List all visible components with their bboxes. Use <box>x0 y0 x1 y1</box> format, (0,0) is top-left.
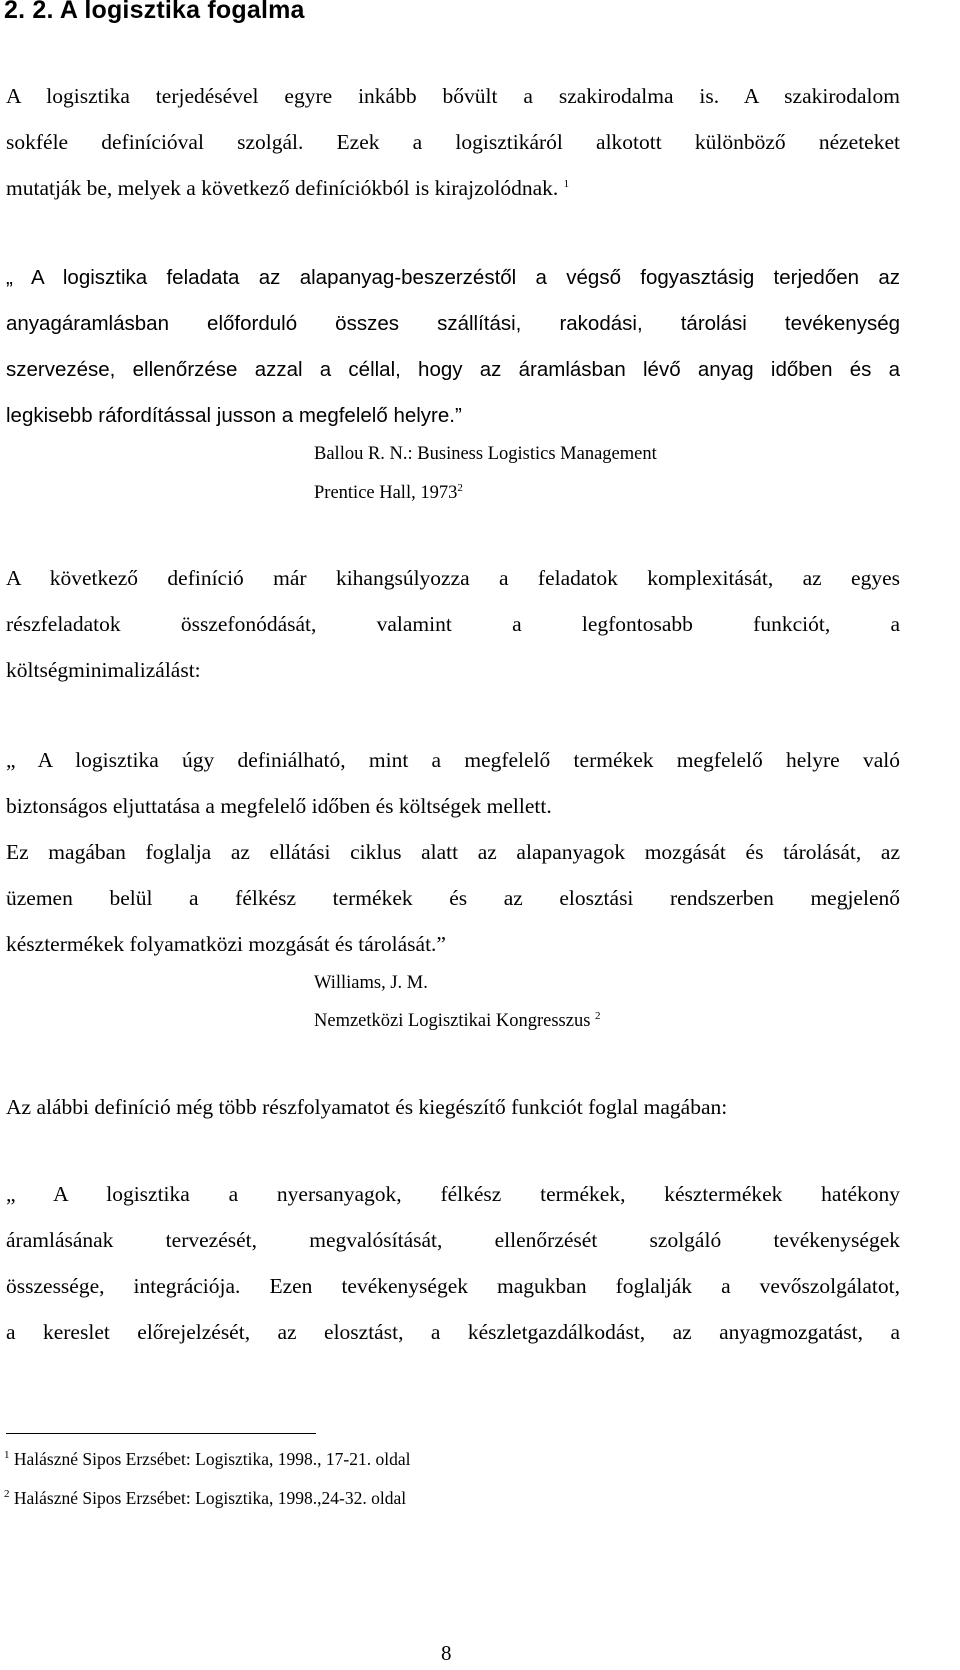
footnote-1: $^1$ Halászné Sipos Erzsébet: Logisztika, 1998., 17-21. oldal <box>4 1449 411 1469</box>
intro-paragraph <box>6 73 900 211</box>
section-heading: 2. 2. A logisztika fogalma <box>4 0 305 24</box>
intro-line: mutatják be, melyek a következő definíciókból is kirajzolódnak. $^1$ <box>6 176 570 200</box>
footnote-divider <box>6 1433 316 1434</box>
paragraph-2 <box>6 555 900 693</box>
quote-line: „ A logisztika a nyersanyagok, félkész termékek, késztermékek hatékony <box>6 1182 900 1206</box>
quote-line: áramlásának tervezését, megvalósítását, ellenőrzését szolgáló tevékenységek <box>6 1228 900 1252</box>
quote-2 <box>6 737 900 967</box>
citation-author: Ballou R. N.: Business Logistics Management <box>314 444 657 464</box>
footnote-ref: 2 <box>457 481 463 494</box>
quote-line: késztermékek folyamatközi mozgását és tárolását.” <box>6 932 446 956</box>
quote-line: „ A logisztika úgy definiálható, mint a megfelelő termékek megfelelő helyre való <box>6 748 900 772</box>
paragraph-line: költségminimalizálást: <box>6 658 201 682</box>
footnote-number: 2 <box>4 1488 10 1501</box>
citation-source: Nemzetközi Logisztikai Kongresszus $^2$ <box>314 1009 601 1031</box>
quote-1 <box>6 255 900 439</box>
quote-line: összessége, integrációja. Ezen tevékenységek magukban foglalják a vevőszolgálatot, <box>6 1274 900 1298</box>
quote-line: „ A logisztika feladata az alapanyag-beszerzéstől a végső fogyasztásig terjedően az <box>6 266 900 289</box>
footnote-number: 1 <box>4 1449 10 1462</box>
quote-line: biztonságos eljuttatása a megfelelő időben és költségek mellett. <box>6 794 552 818</box>
citation-source: Prentice Hall, 1973$^2$ <box>314 481 463 503</box>
quote-line: a kereslet előrejelzését, az elosztást, a készletgazdálkodást, az anyagmozgatást, a <box>6 1320 900 1344</box>
footnote-ref: 2 <box>595 1009 601 1022</box>
intro-line: A logisztika terjedésével egyre inkább bővült a szakirodalma is. A szakirodalom <box>6 84 900 108</box>
quote-3 <box>6 1171 900 1355</box>
intro-line: sokféle definícióval szolgál. Ezek a logisztikáról alkotott különböző nézeteket <box>6 130 900 154</box>
quote-line: szervezése, ellenőrzése azzal a céllal, hogy az áramlásban lévő anyag időben és a <box>6 358 900 381</box>
paragraph-line: A következő definíció már kihangsúlyozza a feladatok komplexitását, az egyes <box>6 566 900 590</box>
paragraph-3 <box>6 1084 900 1130</box>
footnote-2: $^2$ Halászné Sipos Erzsébet: Logisztika, 1998.,24-32. oldal <box>4 1488 407 1508</box>
footnote-ref: 1 <box>563 177 570 190</box>
paragraph-line: Az alábbi definíció még több részfolyamatot és kiegészítő funkciót foglal magában: <box>6 1095 728 1119</box>
quote-line: anyagáramlásban előforduló összes szállítási, rakodási, tárolási tevékenység <box>6 312 900 335</box>
page-number: 8 <box>441 1641 452 1665</box>
quote-line: legkisebb ráfordítással jusson a megfelelő helyre.” <box>6 404 462 427</box>
quote-line: Ez magában foglalja az ellátási ciklus alatt az alapanyagok mozgását és tárolását, az <box>6 840 900 864</box>
citation-author: Williams, J. M. <box>314 973 428 993</box>
quote-line: üzemen belül a félkész termékek és az elosztási rendszerben megjelenő <box>6 886 900 910</box>
paragraph-line: részfeladatok összefonódását, valamint a legfontosabb funkciót, a <box>6 612 900 636</box>
